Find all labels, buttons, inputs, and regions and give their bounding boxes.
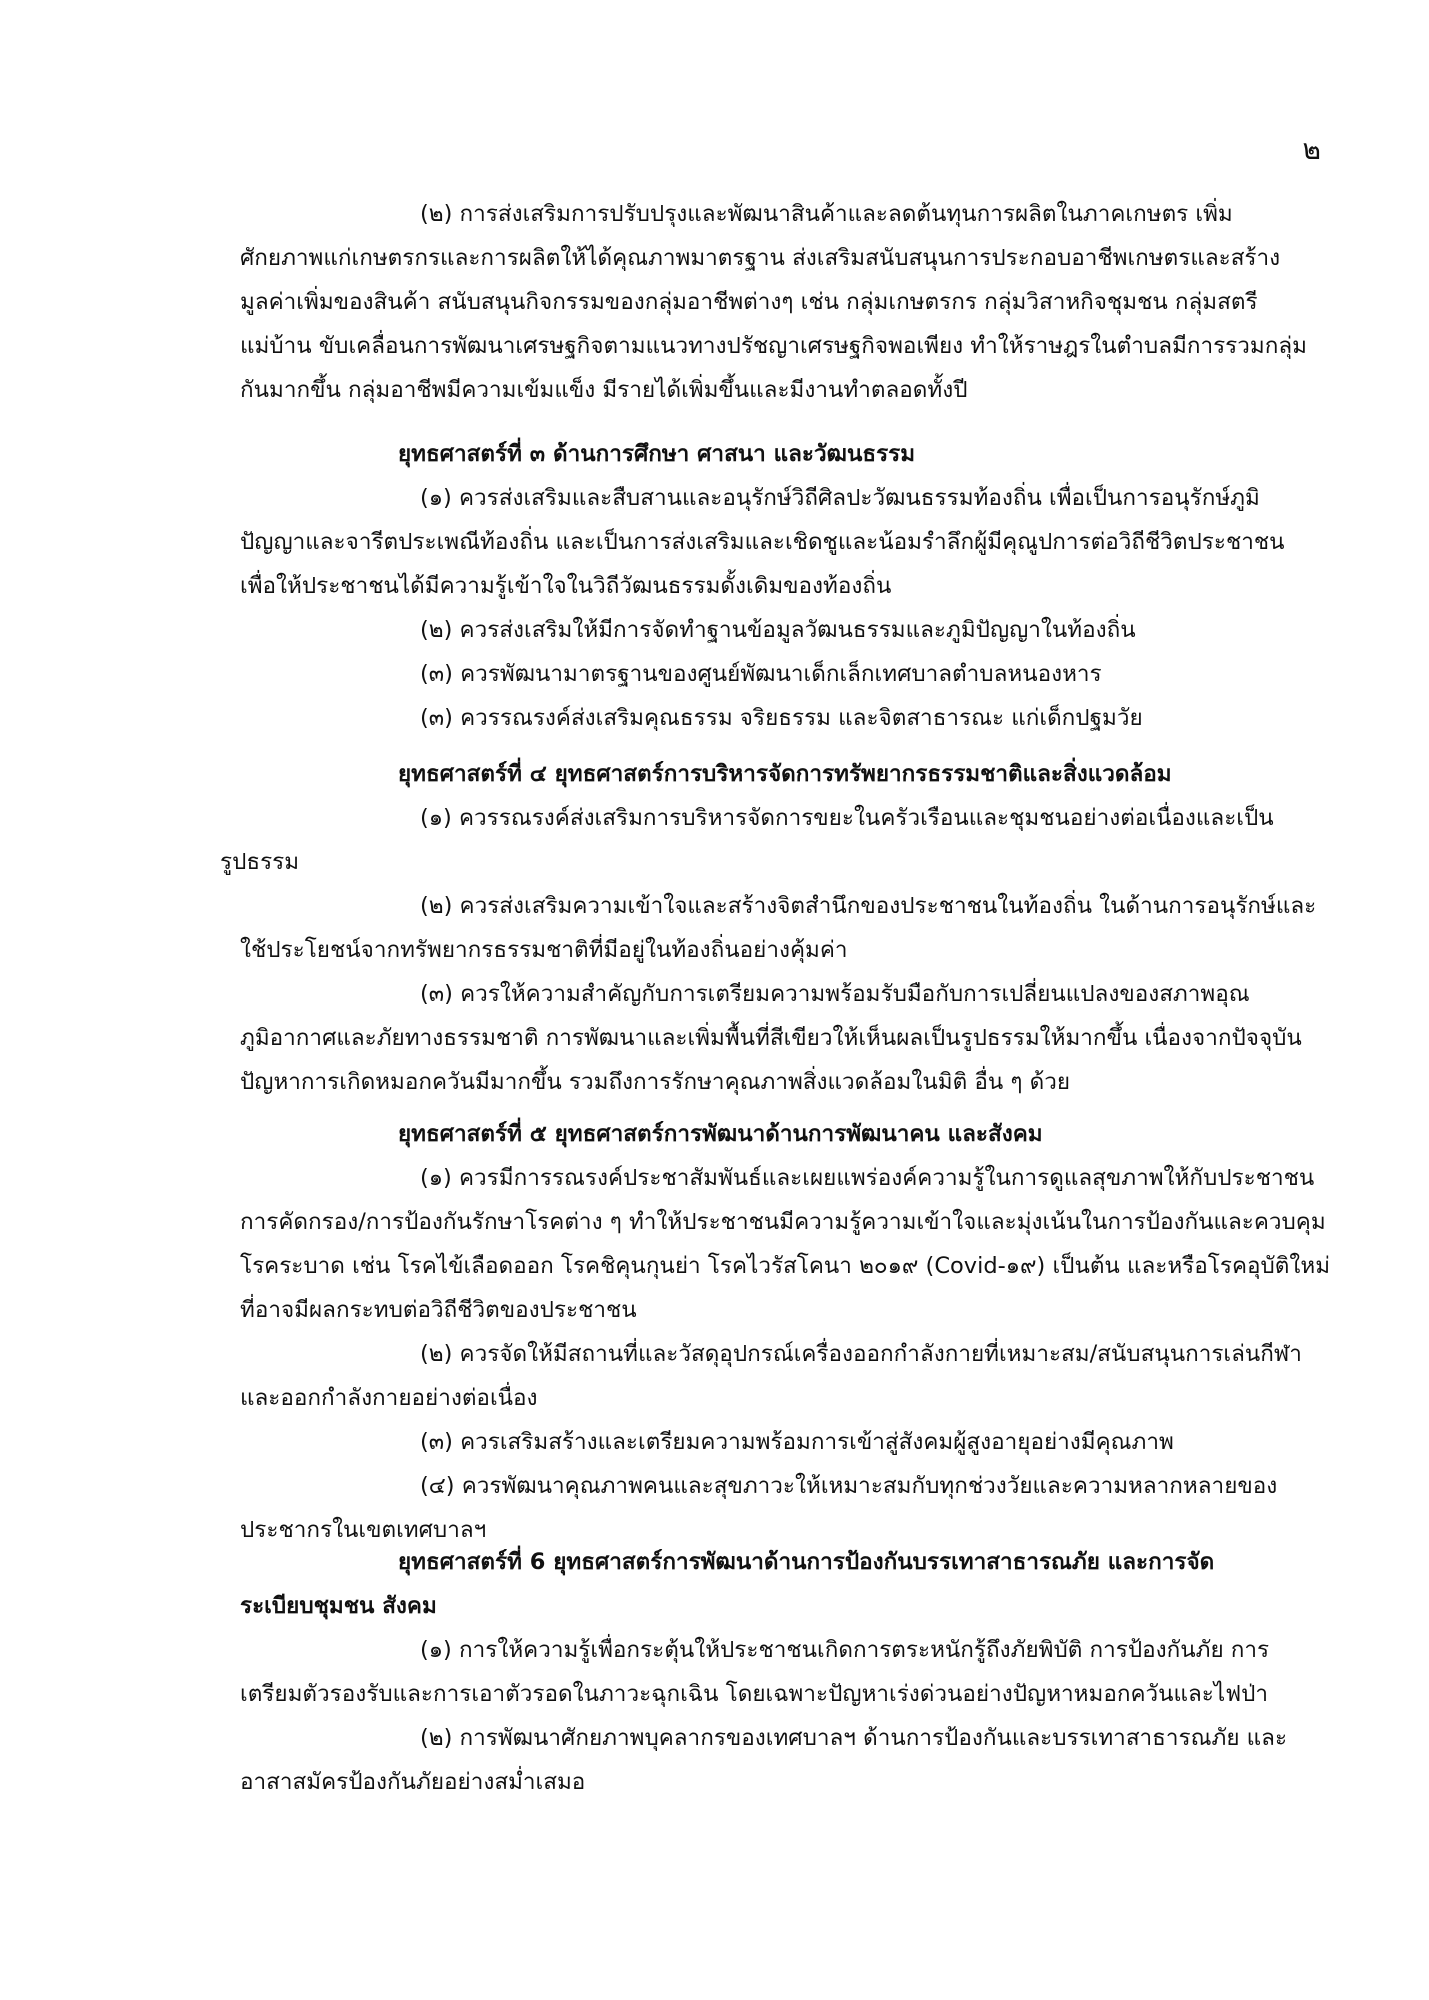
paragraph-line: (๒) การพัฒนาศักยภาพบุคลากรของเทศบาลฯ ด้านการป้องกันและบรรเทาสาธารณภัย และ <box>420 1725 1288 1751</box>
paragraph-line: (๑) ควรมีการรณรงค์ประชาสัมพันธ์และเผยแพร่องค์ความรู้ในการดูแลสุขภาพให้กับประชาชน <box>420 1165 1315 1191</box>
paragraph-line: โรคระบาด เช่น โรคไข้เลือดออก โรคชิคุนกุนย่า โรคไวรัสโคนา ๒๐๑๙ (Covid-๑๙) เป็นต้น และหรือโรคอุบัติใหม่ <box>240 1253 1331 1279</box>
paragraph-line: (๑) การให้ความรู้เพื่อกระตุ้นให้ประชาชนเกิดการตระหนักรู้ถึงภัยพิบัติ การป้องกันภัย การ <box>420 1637 1270 1663</box>
paragraph-line: มูลค่าเพิ่มของสินค้า สนับสนุนกิจกรรมของกลุ่มอาชีพต่างๆ เช่น กลุ่มเกษตรกร กลุ่มวิสาหกิจชุมชน กลุ่มสตรี <box>240 289 1258 315</box>
paragraph-line: (๑) ควรรณรงค์ส่งเสริมการบริหารจัดการขยะในครัวเรือนและชุมชนอย่างต่อเนื่องและเป็น <box>420 805 1274 831</box>
strategy-3-heading: ยุทธศาสตร์ที่ ๓ ด้านการศึกษา ศาสนา และวัฒนธรรม <box>398 441 916 467</box>
paragraph-line: ปัญหาการเกิดหมอกควันมีมากขึ้น รวมถึงการรักษาคุณภาพสิ่งแวดล้อมในมิติ อื่น ๆ ด้วย <box>240 1069 1071 1095</box>
strategy-4-heading: ยุทธศาสตร์ที่ ๔ ยุทธศาสตร์การบริหารจัดการทรัพยากรธรรมชาติและสิ่งแวดล้อม <box>398 761 1172 787</box>
paragraph-line: (๓) ควรให้ความสำคัญกับการเตรียมความพร้อมรับมือกับการเปลี่ยนแปลงของสภาพอุณ <box>420 981 1250 1007</box>
paragraph-line: รูปธรรม <box>220 849 300 875</box>
paragraph-line: กันมากขึ้น กลุ่มอาชีพมีความเข้มแข็ง มีรายได้เพิ่มขึ้นและมีงานทำตลอดทั้งปี <box>240 377 968 403</box>
paragraph-line: (๔) ควรพัฒนาคุณภาพคนและสุขภาวะให้เหมาะสมกับทุกช่วงวัยและความหลากหลายของ <box>420 1473 1278 1499</box>
paragraph-line: การคัดกรอง/การป้องกันรักษาโรคต่าง ๆ ทำให้ประชาชนมีความรู้ความเข้าใจและมุ่งเน้นในการป้องกันและควบคุม <box>240 1209 1326 1235</box>
paragraph-line: ปัญญาและจารีตประเพณีท้องถิ่น และเป็นการส่งเสริมและเชิดชูและน้อมรำลึกผู้มีคุณูปการต่อวิถีชีวิตประชาชน <box>240 529 1285 555</box>
paragraph-line: (๑) ควรส่งเสริมและสืบสานและอนุรักษ์วิถีศิลปะวัฒนธรรมท้องถิ่น เพื่อเป็นการอนุรักษ์ภูมิ <box>420 485 1260 511</box>
paragraph-line: ประชากรในเขตเทศบาลฯ <box>240 1517 487 1543</box>
paragraph-line: แม่บ้าน ขับเคลื่อนการพัฒนาเศรษฐกิจตามแนวทางปรัชญาเศรษฐกิจพอเพียง ทำให้ราษฎรในตำบลมีการรวมกลุ่ม <box>240 333 1307 359</box>
page-number: ๒ <box>1302 133 1321 166</box>
paragraph-line: (๓) ควรพัฒนามาตรฐานของศูนย์พัฒนาเด็กเล็กเทศบาลตำบลหนองหาร <box>420 661 1102 687</box>
paragraph-line: ภูมิอากาศและภัยทางธรรมชาติ การพัฒนาและเพิ่มพื้นที่สีเขียวให้เห็นผลเป็นรูปธรรมให้มากขึ้น เนื่องจากปัจจุบัน <box>240 1025 1302 1051</box>
paragraph-line: ที่อาจมีผลกระทบต่อวิถีชีวิตของประชาชน <box>240 1297 637 1323</box>
paragraph-line: (๓) ควรรณรงค์ส่งเสริมคุณธรรม จริยธรรม และจิตสาธารณะ แก่เด็กปฐมวัย <box>420 705 1143 731</box>
paragraph-line: (๒) ควรส่งเสริมความเข้าใจและสร้างจิตสำนึกของประชาชนในท้องถิ่น ในด้านการอนุรักษ์และ <box>420 893 1317 919</box>
section-strategy-6 <box>240 1540 1320 1804</box>
section-strategy-4 <box>220 752 1320 1104</box>
paragraph-line: (๒) ควรส่งเสริมให้มีการจัดทำฐานข้อมูลวัฒนธรรมและภูมิปัญญาในท้องถิ่น <box>420 617 1136 643</box>
section-agriculture <box>240 192 1320 412</box>
strategy-5-heading: ยุทธศาสตร์ที่ ๕ ยุทธศาสตร์การพัฒนาด้านการพัฒนาคน และสังคม <box>398 1121 1043 1147</box>
paragraph-line: อาสาสมัครป้องกันภัยอย่างสม่ำเสมอ <box>240 1769 586 1795</box>
paragraph-line: และออกกำลังกายอย่างต่อเนื่อง <box>240 1385 538 1411</box>
strategy-6-heading: ยุทธศาสตร์ที่ 6 ยุทธศาสตร์การพัฒนาด้านการป้องกันบรรเทาสาธารณภัย และการจัด <box>398 1549 1215 1575</box>
paragraph-line: (๓) ควรเสริมสร้างและเตรียมความพร้อมการเข้าสู่สังคมผู้สูงอายุอย่างมีคุณภาพ <box>420 1429 1174 1455</box>
section-strategy-3 <box>240 432 1320 740</box>
paragraph-line: (๒) การส่งเสริมการปรับปรุงและพัฒนาสินค้าและลดต้นทุนการผลิตในภาคเกษตร เพิ่ม <box>420 201 1233 227</box>
section-strategy-5 <box>240 1112 1331 1552</box>
strategy-6-heading-cont: ระเบียบชุมชน สังคม <box>240 1593 437 1619</box>
paragraph-line: เตรียมตัวรองรับและการเอาตัวรอดในภาวะฉุกเฉิน โดยเฉพาะปัญหาเร่งด่วนอย่างปัญหาหมอกควันและไฟป่า <box>240 1681 1269 1707</box>
paragraph-line: ศักยภาพแก่เกษตรกรและการผลิตให้ได้คุณภาพมาตรฐาน ส่งเสริมสนับสนุนการประกอบอาชีพเกษตรและสร้าง <box>240 245 1281 271</box>
paragraph-line: ใช้ประโยชน์จากทรัพยากรธรรมชาติที่มีอยู่ในท้องถิ่นอย่างคุ้มค่า <box>240 937 848 963</box>
paragraph-line: (๒) ควรจัดให้มีสถานที่และวัสดุอุปกรณ์เครื่องออกกำลังกายที่เหมาะสม/สนับสนุนการเล่นกีฬา <box>420 1341 1302 1367</box>
paragraph-line: เพื่อให้ประชาชนได้มีความรู้เข้าใจในวิถีวัฒนธรรมดั้งเดิมของท้องถิ่น <box>240 573 892 599</box>
